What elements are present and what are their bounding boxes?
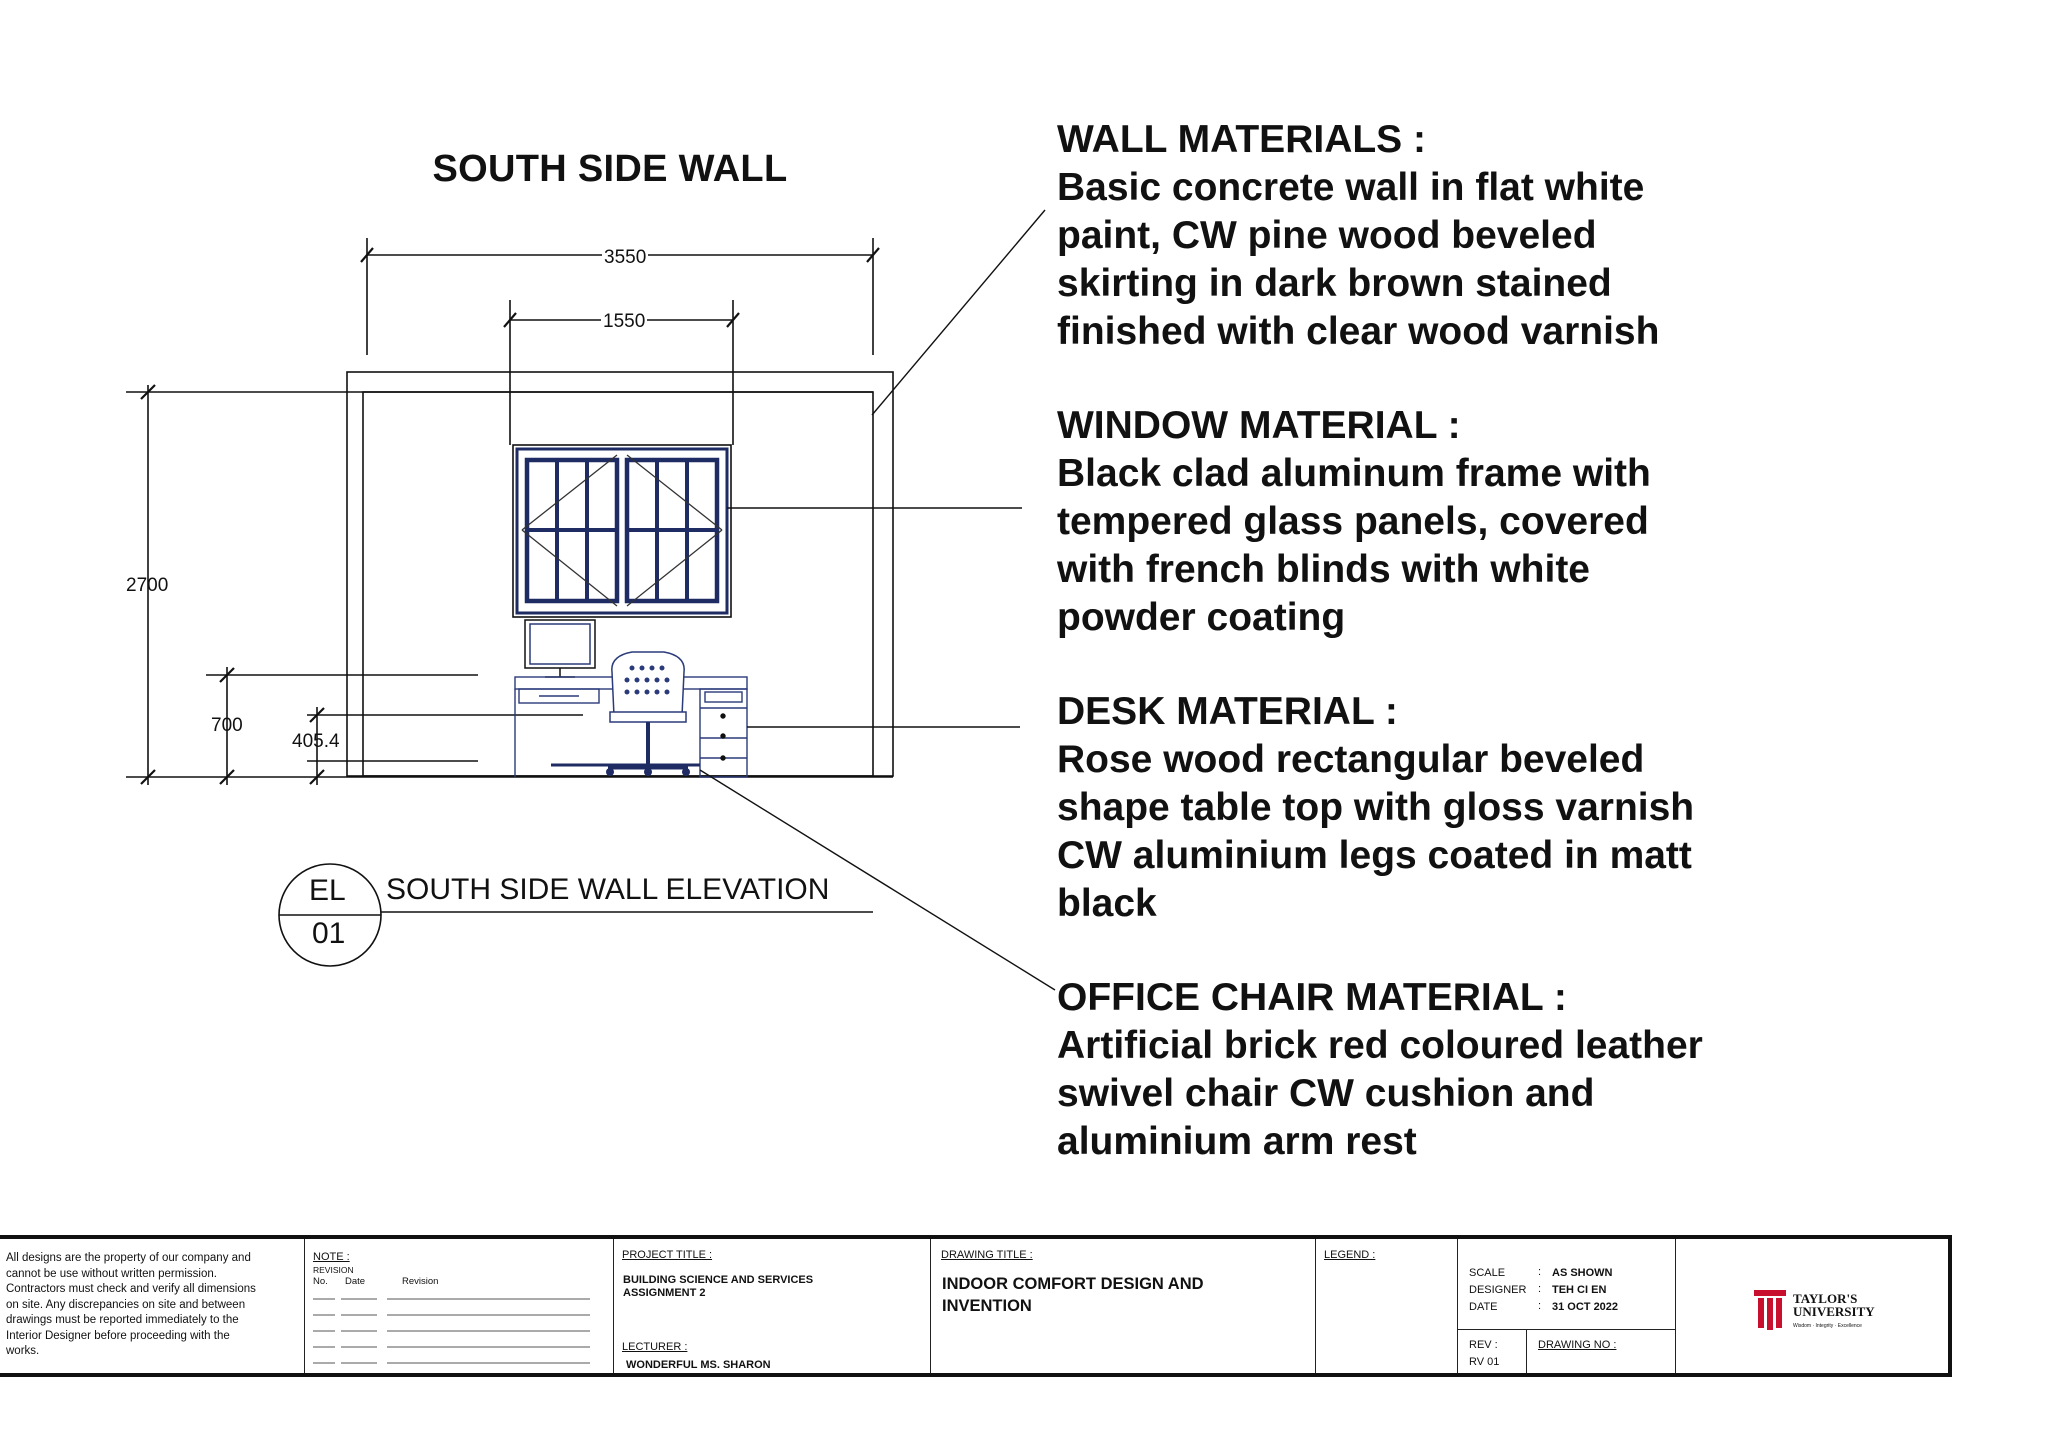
spec-line: shape table top with gloss varnish bbox=[1057, 786, 1695, 829]
university-tagline: Wisdom · Integrity · Excellence bbox=[1793, 1323, 1862, 1329]
spec-line: skirting in dark brown stained bbox=[1057, 262, 1612, 305]
spec-line: paint, CW pine wood beveled bbox=[1057, 214, 1597, 257]
drawing-title-line: INDOOR COMFORT DESIGN AND bbox=[942, 1275, 1204, 1293]
spec-heading: WALL MATERIALS : bbox=[1057, 118, 1427, 161]
title-block bbox=[0, 1235, 1952, 1377]
disclaimer-line: on site. Any discrepancies on site and between bbox=[6, 1298, 246, 1311]
legend-cell bbox=[1316, 1239, 1458, 1373]
spec-heading: DESK MATERIAL : bbox=[1057, 690, 1398, 733]
dim-overall-width: 3550 bbox=[604, 247, 647, 268]
spec-line: Basic concrete wall in flat white bbox=[1057, 166, 1645, 209]
drawing-title-cell bbox=[931, 1239, 1316, 1373]
dim-desk-height: 700 bbox=[211, 715, 243, 736]
drawing-title-line: INVENTION bbox=[942, 1297, 1032, 1315]
spec-line: Black clad aluminum frame with bbox=[1057, 452, 1651, 495]
lecturer-label: LECTURER : bbox=[622, 1341, 688, 1353]
elevation-tag-top: EL bbox=[309, 874, 346, 907]
rev-value: RV 01 bbox=[1469, 1356, 1500, 1368]
elevation-tag-bottom: 01 bbox=[312, 917, 346, 950]
disclaimer-line: drawings must be reported immediately to the bbox=[6, 1314, 239, 1326]
disclaimer-line: works. bbox=[6, 1345, 40, 1357]
disclaimer-line: cannot be use without written permission. bbox=[6, 1267, 217, 1280]
designer-label: DESIGNER bbox=[1469, 1284, 1527, 1296]
note-cell bbox=[305, 1239, 614, 1373]
date-label: DATE bbox=[1469, 1301, 1498, 1313]
dim-window-width: 1550 bbox=[603, 311, 646, 332]
university-logo-icon bbox=[1752, 1288, 1788, 1332]
spec-line: tempered glass panels, covered bbox=[1057, 500, 1649, 543]
legend-label: LEGEND : bbox=[1324, 1249, 1376, 1261]
spec-heading: OFFICE CHAIR MATERIAL : bbox=[1057, 976, 1567, 1019]
rev-col-no: No. bbox=[313, 1276, 328, 1287]
spec-line: Rose wood rectangular beveled bbox=[1057, 738, 1645, 781]
drawing-title-label: DRAWING TITLE : bbox=[941, 1249, 1033, 1261]
spec-line: with french blinds with white bbox=[1057, 548, 1590, 591]
rev-col-divider bbox=[1526, 1329, 1527, 1373]
disclaimer-line: Interior Designer before proceeding with the bbox=[6, 1329, 230, 1342]
rev-label: REV : bbox=[1469, 1339, 1498, 1351]
project-title-label: PROJECT TITLE : bbox=[622, 1249, 713, 1261]
info-cell bbox=[1458, 1239, 1676, 1373]
university-name: TAYLOR'S UNIVERSITY bbox=[1793, 1291, 1875, 1319]
elevation-label: SOUTH SIDE WALL ELEVATION bbox=[386, 873, 830, 906]
spec-line: black bbox=[1057, 882, 1157, 925]
spec-window bbox=[1057, 402, 1957, 642]
spec-line: CW aluminium legs coated in matt bbox=[1057, 834, 1692, 877]
spec-line: finished with clear wood varnish bbox=[1057, 310, 1660, 353]
office-chair bbox=[606, 652, 690, 776]
date-value: 31 OCT 2022 bbox=[1552, 1301, 1619, 1313]
spec-line: Artificial brick red coloured leather bbox=[1057, 1024, 1703, 1067]
spec-office-chair bbox=[1057, 974, 1957, 1166]
rev-col-revision: Revision bbox=[402, 1276, 439, 1287]
rev-divider bbox=[1458, 1329, 1675, 1330]
leader-wall bbox=[872, 210, 1045, 415]
scale-value: AS SHOWN bbox=[1552, 1267, 1613, 1279]
spec-desk bbox=[1057, 688, 1957, 928]
spec-wall bbox=[1057, 116, 1957, 356]
rev-col-date: Date bbox=[345, 1276, 366, 1287]
spec-line: aluminium arm rest bbox=[1057, 1120, 1417, 1163]
page-title: SOUTH SIDE WALL bbox=[432, 148, 788, 190]
disclaimer-cell bbox=[0, 1239, 305, 1373]
project-title-line: BUILDING SCIENCE AND SERVICES bbox=[623, 1274, 814, 1286]
revision-rows bbox=[305, 1279, 605, 1379]
spec-heading: WINDOW MATERIAL : bbox=[1057, 404, 1461, 447]
dim-seat-height: 405.4 bbox=[292, 731, 340, 752]
disclaimer-line: Contractors must check and verify all dimensions bbox=[6, 1283, 256, 1295]
monitor bbox=[525, 620, 595, 677]
disclaimer-line: All designs are the property of our company and bbox=[6, 1252, 251, 1264]
scale-label: SCALE bbox=[1469, 1267, 1506, 1279]
drawing-no-label: DRAWING NO : bbox=[1538, 1339, 1617, 1351]
revision-label: REVISION bbox=[313, 1265, 354, 1275]
designer-sep: : bbox=[1538, 1283, 1542, 1295]
scale-sep: : bbox=[1538, 1266, 1542, 1278]
designer-value: TEH CI EN bbox=[1552, 1284, 1607, 1296]
lecturer-name: WONDERFUL MS. SHARON bbox=[626, 1359, 771, 1371]
date-sep: : bbox=[1538, 1300, 1542, 1312]
project-title-line: ASSIGNMENT 2 bbox=[623, 1287, 706, 1299]
spec-line: swivel chair CW cushion and bbox=[1057, 1072, 1595, 1115]
window bbox=[513, 445, 731, 617]
note-label: NOTE : bbox=[313, 1251, 350, 1263]
spec-line: powder coating bbox=[1057, 596, 1346, 639]
logo-cell bbox=[1676, 1239, 1948, 1373]
project-cell bbox=[614, 1239, 931, 1373]
dim-wall-height: 2700 bbox=[126, 575, 169, 596]
